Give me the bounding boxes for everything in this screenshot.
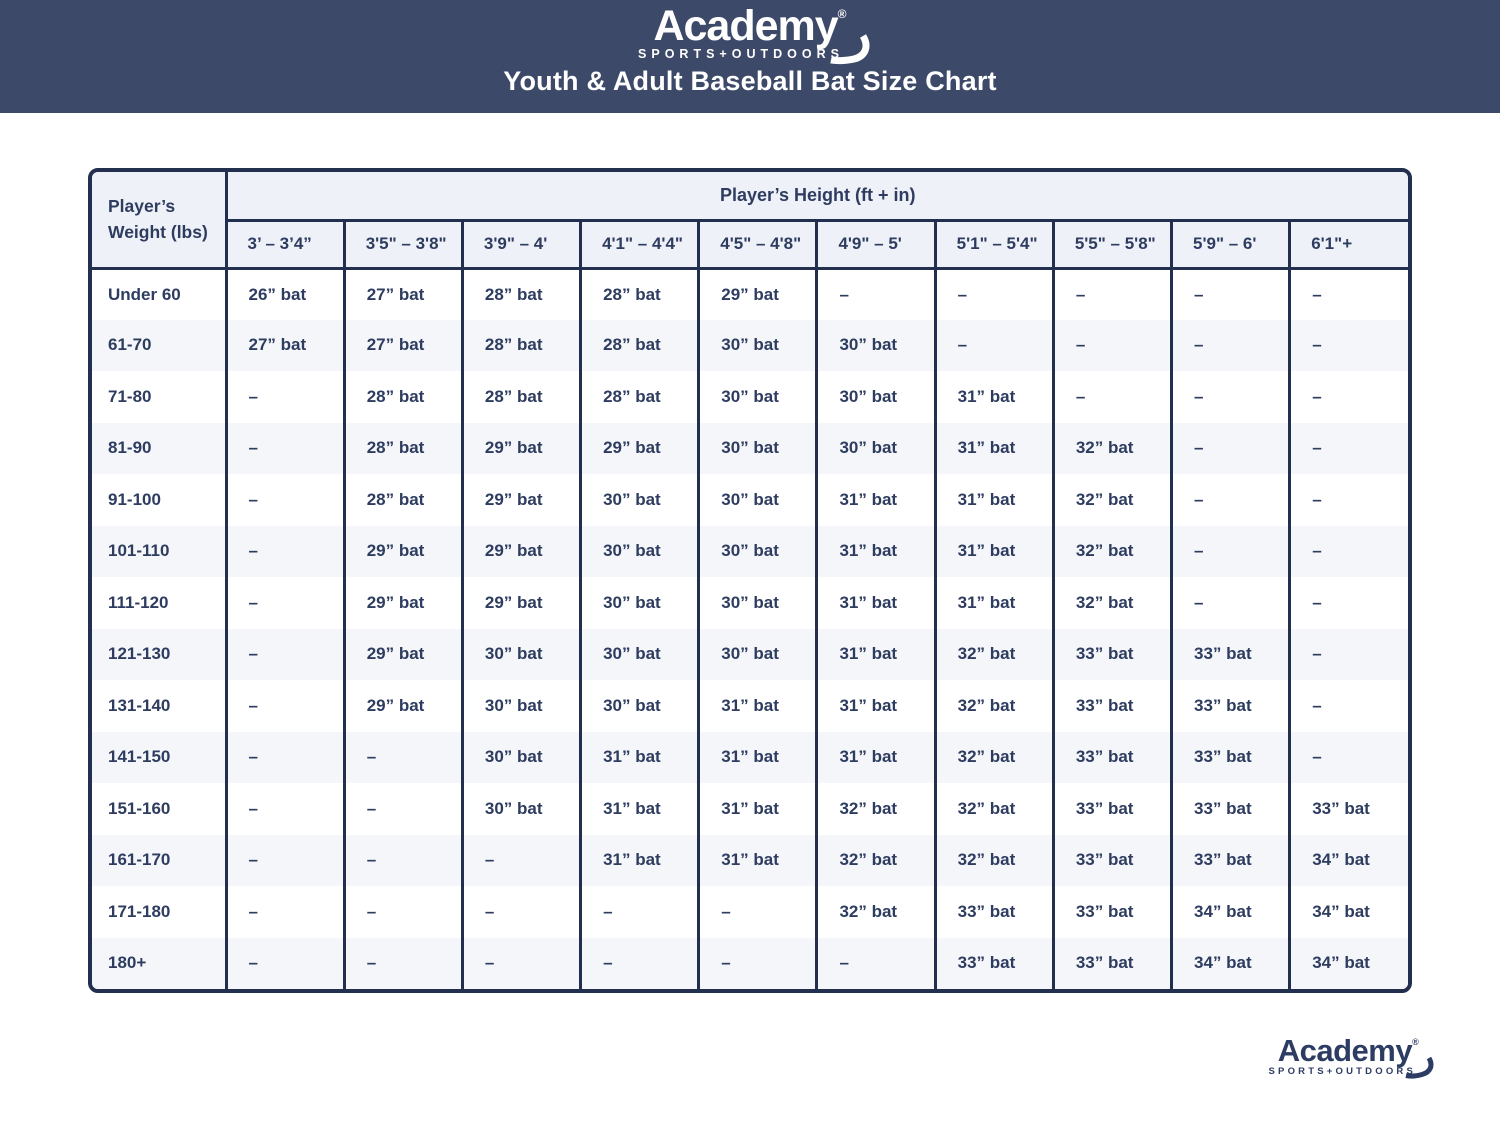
weight-cell: 180+ — [108, 953, 147, 973]
bat-size-cell: 31” bat — [817, 577, 935, 629]
bat-size-cell: – — [581, 886, 699, 938]
bat-size-cell: 32” bat — [817, 783, 935, 835]
height-header-cell: 3'9" – 4' — [462, 220, 580, 268]
bat-size-cell: 33” bat — [935, 938, 1053, 990]
bat-size-cell: 32” bat — [935, 835, 1053, 887]
bat-size-cell: 34” bat — [1172, 886, 1290, 938]
height-header-row — [92, 220, 1408, 268]
table-row — [92, 680, 1408, 732]
bat-size-cell: – — [226, 577, 344, 629]
table-row — [92, 474, 1408, 526]
bat-size-cell: 29” bat — [344, 680, 462, 732]
weight-cell: 151-160 — [108, 798, 171, 818]
bat-size-cell: 28” bat — [581, 371, 699, 423]
table-row — [92, 526, 1408, 578]
bat-size-cell: – — [1290, 423, 1408, 475]
bat-size-cell: 33” bat — [1053, 783, 1171, 835]
weight-cell: 171-180 — [108, 901, 171, 921]
bat-size-cell: – — [1172, 320, 1290, 372]
height-header-cell: 4'9" – 5' — [817, 220, 935, 268]
logo-swoosh-icon — [828, 34, 870, 66]
bat-size-cell: – — [462, 835, 580, 887]
bat-size-cell: 30” bat — [817, 371, 935, 423]
bat-size-cell: 30” bat — [699, 526, 817, 578]
bat-size-cell: 33” bat — [1053, 732, 1171, 784]
bat-size-cell: – — [1290, 268, 1408, 320]
bat-size-cell: – — [226, 474, 344, 526]
bat-size-cell: – — [1172, 423, 1290, 475]
weight-cell: 121-130 — [108, 644, 171, 664]
registered-trademark-symbol: ® — [837, 7, 847, 21]
bat-size-cell: 34” bat — [1290, 835, 1408, 887]
bat-size-cell: 30” bat — [699, 474, 817, 526]
bat-size-cell: – — [226, 783, 344, 835]
bat-size-cell: – — [1053, 371, 1171, 423]
bat-size-cell: 31” bat — [699, 732, 817, 784]
bat-size-cell: 31” bat — [817, 526, 935, 578]
bat-size-cell: 30” bat — [581, 474, 699, 526]
bat-size-cell: 33” bat — [1053, 886, 1171, 938]
bat-size-cell: – — [226, 629, 344, 681]
header-banner — [0, 0, 1500, 113]
bat-size-cell: – — [226, 938, 344, 990]
bat-size-cell: 30” bat — [699, 423, 817, 475]
bat-size-cell: 32” bat — [1053, 474, 1171, 526]
bat-size-cell: 31” bat — [935, 577, 1053, 629]
bat-size-cell: – — [1290, 526, 1408, 578]
bat-size-cell: 32” bat — [935, 732, 1053, 784]
bat-size-cell: – — [1053, 320, 1171, 372]
logo-swoosh-icon — [1404, 1057, 1434, 1080]
bat-size-cell: 27” bat — [344, 320, 462, 372]
bat-size-cell: 28” bat — [344, 474, 462, 526]
bat-size-cell: – — [344, 938, 462, 990]
bat-size-cell: 28” bat — [462, 320, 580, 372]
table-row — [92, 577, 1408, 629]
bat-size-cell: 33” bat — [1290, 783, 1408, 835]
bat-size-cell: 31” bat — [581, 732, 699, 784]
bat-size-cell: 31” bat — [817, 732, 935, 784]
bat-size-cell: 27” bat — [344, 268, 462, 320]
bat-size-cell: – — [226, 371, 344, 423]
bat-size-cell: – — [699, 886, 817, 938]
height-header-cell: 5'5" – 5'8" — [1053, 220, 1171, 268]
bat-size-cell: – — [344, 732, 462, 784]
bat-size-cell: 30” bat — [581, 680, 699, 732]
bat-size-cell: 33” bat — [1172, 783, 1290, 835]
table-row — [92, 783, 1408, 835]
weight-column-header: Player’s Weight (lbs) — [92, 172, 226, 268]
bat-size-cell: 31” bat — [935, 526, 1053, 578]
bat-size-cell: – — [226, 886, 344, 938]
page-title: Youth & Adult Baseball Bat Size Chart — [503, 66, 997, 96]
bat-size-cell: 26” bat — [226, 268, 344, 320]
bat-size-cell: 33” bat — [1053, 938, 1171, 990]
bat-size-table — [88, 168, 1412, 993]
academy-logo-footer — [1269, 1035, 1429, 1077]
table-row — [92, 732, 1408, 784]
bat-size-cell: – — [344, 783, 462, 835]
weight-cell: 141-150 — [108, 747, 171, 767]
bat-size-cell: 31” bat — [581, 783, 699, 835]
academy-logo — [638, 2, 862, 61]
bat-size-cell: – — [817, 938, 935, 990]
bat-size-cell: 31” bat — [817, 629, 935, 681]
bat-size-cell: – — [1172, 268, 1290, 320]
weight-cell: 61-70 — [108, 335, 152, 355]
bat-size-cell: 32” bat — [935, 680, 1053, 732]
bat-size-cell: 28” bat — [462, 371, 580, 423]
table-row — [92, 938, 1408, 990]
bat-size-cell: 31” bat — [935, 474, 1053, 526]
bat-size-cell: 33” bat — [1053, 629, 1171, 681]
table-row — [92, 423, 1408, 475]
bat-size-cell: 31” bat — [699, 680, 817, 732]
bat-size-cell: – — [699, 938, 817, 990]
bat-size-cell: 33” bat — [1172, 732, 1290, 784]
bat-size-cell: – — [226, 732, 344, 784]
weight-cell: 131-140 — [108, 695, 171, 715]
bat-size-cell: 31” bat — [699, 783, 817, 835]
bat-size-cell: – — [344, 835, 462, 887]
bat-size-cell: 29” bat — [462, 577, 580, 629]
bat-size-cell: – — [935, 320, 1053, 372]
bat-size-cell: 30” bat — [462, 783, 580, 835]
bat-size-cell: 31” bat — [699, 835, 817, 887]
table-header — [92, 172, 1408, 268]
bat-size-cell: 31” bat — [935, 423, 1053, 475]
bat-size-cell: 30” bat — [462, 680, 580, 732]
weight-cell: 81-90 — [108, 438, 152, 458]
bat-size-cell: – — [1172, 577, 1290, 629]
height-header-cell: 4'1" – 4'4" — [581, 220, 699, 268]
bat-size-cell: 29” bat — [344, 629, 462, 681]
bat-size-cell: 32” bat — [1053, 577, 1171, 629]
bat-size-cell: 32” bat — [1053, 423, 1171, 475]
bat-size-cell: 32” bat — [1053, 526, 1171, 578]
brand-tagline: SPORTS+OUTDOORS — [638, 47, 844, 61]
bat-size-cell: – — [344, 886, 462, 938]
bat-size-cell: – — [1290, 629, 1408, 681]
bat-size-cell: – — [581, 938, 699, 990]
bat-size-cell: – — [1290, 680, 1408, 732]
bat-size-cell: 30” bat — [699, 320, 817, 372]
bat-size-cell: – — [226, 680, 344, 732]
bat-size-cell: 28” bat — [344, 371, 462, 423]
height-header-cell: 3’ – 3’4” — [226, 220, 344, 268]
bat-size-cell: – — [1172, 371, 1290, 423]
table-row — [92, 835, 1408, 887]
bat-size-cell: 31” bat — [817, 474, 935, 526]
bat-size-cell: 31” bat — [935, 371, 1053, 423]
bat-size-cell: – — [226, 526, 344, 578]
bat-size-cell: 29” bat — [462, 423, 580, 475]
bat-size-cell: 30” bat — [462, 732, 580, 784]
bat-size-cell: 30” bat — [462, 629, 580, 681]
bat-size-cell: 30” bat — [581, 577, 699, 629]
brand-tagline: SPORTS+OUTDOORS — [1268, 1066, 1416, 1077]
table-row — [92, 371, 1408, 423]
table-row — [92, 629, 1408, 681]
brand-name: Academy — [1277, 1033, 1413, 1068]
bat-size-cell: 30” bat — [699, 577, 817, 629]
bat-size-cell: 27” bat — [226, 320, 344, 372]
bat-size-cell: 28” bat — [581, 320, 699, 372]
bat-size-cell: 29” bat — [344, 577, 462, 629]
table-row — [92, 320, 1408, 372]
bat-size-cell: – — [1053, 268, 1171, 320]
weight-cell: 161-170 — [108, 850, 171, 870]
weight-cell: 111-120 — [108, 592, 169, 612]
bat-size-cell: 28” bat — [344, 423, 462, 475]
bat-size-cell: 28” bat — [581, 268, 699, 320]
bat-size-cell: 34” bat — [1172, 938, 1290, 990]
bat-size-cell: 34” bat — [1290, 886, 1408, 938]
weight-cell: 101-110 — [108, 541, 170, 561]
height-header-cell: 6'1"+ — [1290, 220, 1408, 268]
bat-size-cell: – — [1290, 371, 1408, 423]
main-content — [0, 113, 1500, 993]
bat-size-cell: 33” bat — [1172, 680, 1290, 732]
bat-size-cell: 32” bat — [817, 835, 935, 887]
bat-size-cell: 33” bat — [935, 886, 1053, 938]
bat-size-cell: 30” bat — [817, 320, 935, 372]
registered-trademark-symbol: ® — [1412, 1037, 1419, 1047]
weight-cell: 71-80 — [108, 386, 152, 406]
bat-size-cell: 30” bat — [699, 629, 817, 681]
table-body — [92, 268, 1408, 989]
height-group-header: Player’s Height (ft + in) — [226, 172, 1408, 220]
bat-size-cell: 34” bat — [1290, 938, 1408, 990]
bat-size-cell: 32” bat — [935, 783, 1053, 835]
bat-size-cell: 33” bat — [1172, 629, 1290, 681]
bat-size-cell: 33” bat — [1053, 680, 1171, 732]
bat-size-cell: – — [1290, 732, 1408, 784]
bat-size-cell: – — [1290, 320, 1408, 372]
bat-size-cell: – — [462, 938, 580, 990]
weight-cell: 91-100 — [108, 489, 161, 509]
bat-size-cell: 30” bat — [817, 423, 935, 475]
bat-size-cell: 31” bat — [581, 835, 699, 887]
bat-size-cell: 30” bat — [581, 629, 699, 681]
bat-size-cell: 32” bat — [935, 629, 1053, 681]
bat-size-cell: 30” bat — [581, 526, 699, 578]
bat-size-cell: – — [935, 268, 1053, 320]
table-row — [92, 268, 1408, 320]
bat-size-cell: – — [462, 886, 580, 938]
brand-name: Academy — [653, 2, 838, 50]
bat-size-cell: – — [226, 423, 344, 475]
height-header-cell: 3'5" – 3'8" — [344, 220, 462, 268]
weight-cell: Under 60 — [108, 284, 181, 304]
height-header-cell: 5'1" – 5'4" — [935, 220, 1053, 268]
bat-size-cell: – — [226, 835, 344, 887]
bat-size-cell: – — [817, 268, 935, 320]
bat-size-cell: 32” bat — [817, 886, 935, 938]
bat-size-cell: – — [1290, 474, 1408, 526]
bat-size-cell: – — [1290, 577, 1408, 629]
height-header-cell: 5'9" – 6' — [1172, 220, 1290, 268]
bat-size-cell: 29” bat — [581, 423, 699, 475]
table-row — [92, 886, 1408, 938]
height-header-cell: 4'5" – 4'8" — [699, 220, 817, 268]
bat-size-cell: 29” bat — [462, 526, 580, 578]
bat-size-cell: – — [1172, 474, 1290, 526]
bat-size-cell: 33” bat — [1053, 835, 1171, 887]
bat-size-cell: 29” bat — [699, 268, 817, 320]
bat-size-cell: – — [1172, 526, 1290, 578]
bat-size-cell: 31” bat — [817, 680, 935, 732]
bat-size-cell: 30” bat — [699, 371, 817, 423]
bat-size-cell: 29” bat — [462, 474, 580, 526]
bat-size-cell: 33” bat — [1172, 835, 1290, 887]
bat-size-cell: 29” bat — [344, 526, 462, 578]
bat-size-cell: 28” bat — [462, 268, 580, 320]
